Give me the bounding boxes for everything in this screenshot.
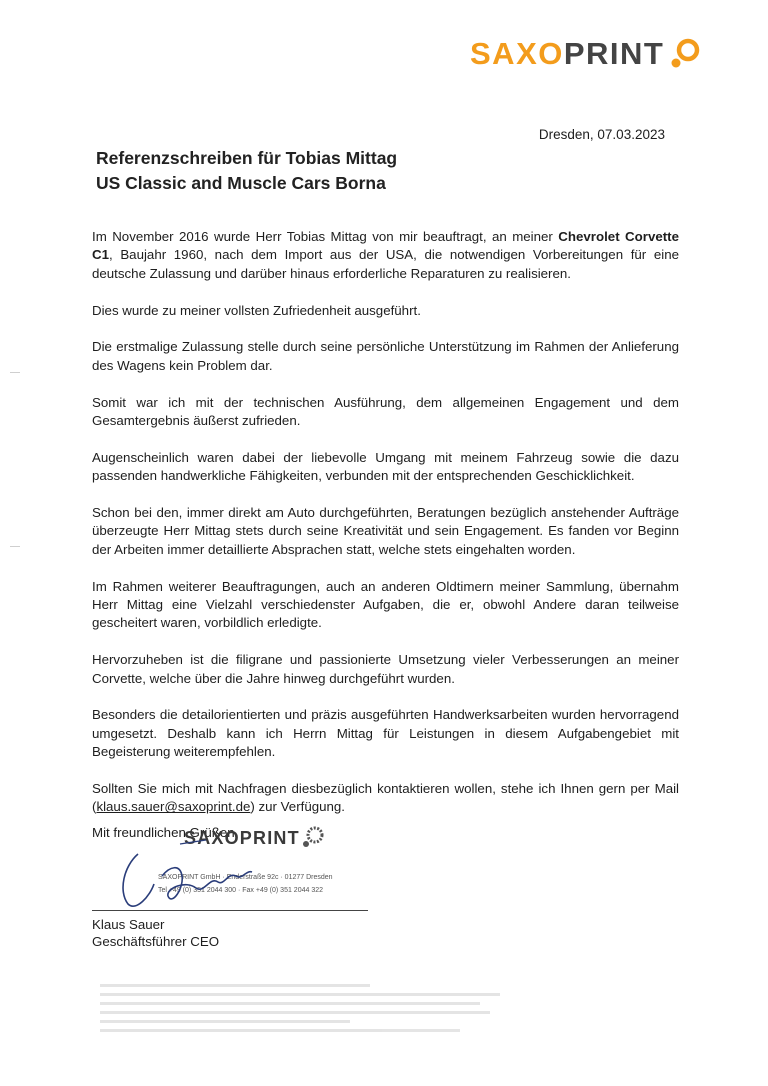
- logo-droplet-icon: [669, 36, 701, 72]
- paragraph-10: [92, 780, 679, 817]
- signature-line: [92, 910, 368, 911]
- logo-text-print: PRINT: [563, 36, 665, 71]
- paragraph-8: Hervorzuheben ist die filigrane und passionierte Umsetzung vieler Verbesserungen an meiner Corvette, welche über die Jahre hinweg durchgeführt wurden.: [92, 652, 679, 686]
- paragraph-1: [92, 228, 679, 283]
- paragraph-6: Schon bei den, immer direkt am Auto durchgeführten, Beratungen bezüglich anstehender Aufträge überzeugte Herr Mittag stets durch seine Kreativität und sein Engagement. Es fanden vor Beginn der Arbeiten immer detaillierte Absprachen statt, welche stets eingehalten worden.: [92, 505, 679, 557]
- faint-footer: [100, 984, 540, 1038]
- faint-footer-line: [100, 1011, 490, 1014]
- logo-wordmark: [470, 34, 664, 74]
- letter-body: [92, 228, 679, 817]
- faint-footer-line: [100, 1020, 350, 1023]
- stamp-phone-fax: Tel +49 (0) 351 2044 300 · Fax +49 (0) 351 2044 322: [158, 887, 324, 894]
- paragraph-1-car-model: Chevrolet Corvette C1: [92, 229, 680, 263]
- paragraph-1-text-b: , Baujahr 1960, nach dem Import aus der USA, die notwendigen Vorbereitungen für eine deutsche Zulassung und darüber hinaus erforderliche Reparaturen zu realisieren.: [92, 247, 679, 281]
- logo-text-saxo: SAXO: [470, 36, 564, 71]
- saxoprint-logo: [470, 34, 701, 74]
- stamp-droplet-icon: [300, 824, 326, 850]
- contact-email-link[interactable]: klaus.sauer@saxoprint.de: [96, 799, 251, 815]
- paragraph-5: Augenscheinlich waren dabei der liebevolle Umgang mit meinem Fahrzeug sowie die dazu passenden handwerkliche Fähigkeiten, verbunden mit der entsprechenden Geschicklichkeit.: [92, 449, 679, 484]
- closing-greeting: Mit freundlichen Grüßen: [92, 825, 235, 840]
- signer-name: Klaus Sauer: [92, 917, 165, 932]
- paragraph-2: Dies wurde zu meiner vollsten Zufriedenheit ausgeführt.: [92, 302, 421, 318]
- paragraph-10-text-a: Sollten Sie mich mit Nachfragen diesbezüglich kontaktieren wollen, stehe ich Ihnen gern per Mail (: [92, 781, 679, 815]
- paragraph-10-text-b: ) zur Verfügung.: [250, 799, 345, 815]
- signer-title: Geschäftsführer CEO: [92, 934, 220, 949]
- faint-footer-line: [100, 1029, 460, 1032]
- paragraph-1-text-a: Im November 2016 wurde Herr Tobias Mittag von mir beauftragt, an meiner: [92, 229, 559, 244]
- fold-mark: [10, 372, 20, 373]
- stamp-address: SAXOPRINT GmbH · Enderstraße 92c · 01277 Dresden: [158, 874, 333, 881]
- paragraph-7: Im Rahmen weiterer Beauftragungen, auch an anderen Oldtimern meiner Sammlung, übernahm Herr Mittag eine Vielzahl verschiedenster Aufgaben, die er, obwohl Andere daran teilweise gescheitert waren, vorbildlich erledigte.: [92, 578, 679, 631]
- signer-block: [92, 916, 219, 950]
- fold-mark: [10, 546, 20, 547]
- handwritten-signature: [110, 836, 270, 916]
- paragraph-4: Somit war ich mit der technischen Ausführung, dem allgemeinen Engagement und dem Gesamtergebnis äußerst zufrieden.: [92, 394, 679, 429]
- faint-footer-line: [100, 993, 500, 996]
- faint-footer-line: [100, 1002, 480, 1005]
- paragraph-3: Die erstmalige Zulassung stelle durch seine persönliche Unterstützung im Rahmen der Anlieferung des Wagens kein Problem dar.: [92, 339, 679, 373]
- letter-subject: [96, 146, 397, 196]
- subject-line-1: Referenzschreiben für Tobias Mittag: [96, 148, 398, 168]
- letter-date: Dresden, 07.03.2023: [538, 127, 665, 142]
- subject-line-2: US Classic and Muscle Cars Borna: [96, 173, 386, 193]
- faint-footer-line: [100, 984, 370, 987]
- paragraph-9: Besonders die detailorientierten und präzis ausgeführten Handwerksarbeiten wurden hervorragend umgesetzt. Deshalb kann ich Herrn Mittag für Leistungen in diesem Aufgabengebiet mit Begeisterung weiterempfehlen.: [92, 707, 679, 760]
- stamp-logo-text: SAXOPRINT: [184, 828, 300, 848]
